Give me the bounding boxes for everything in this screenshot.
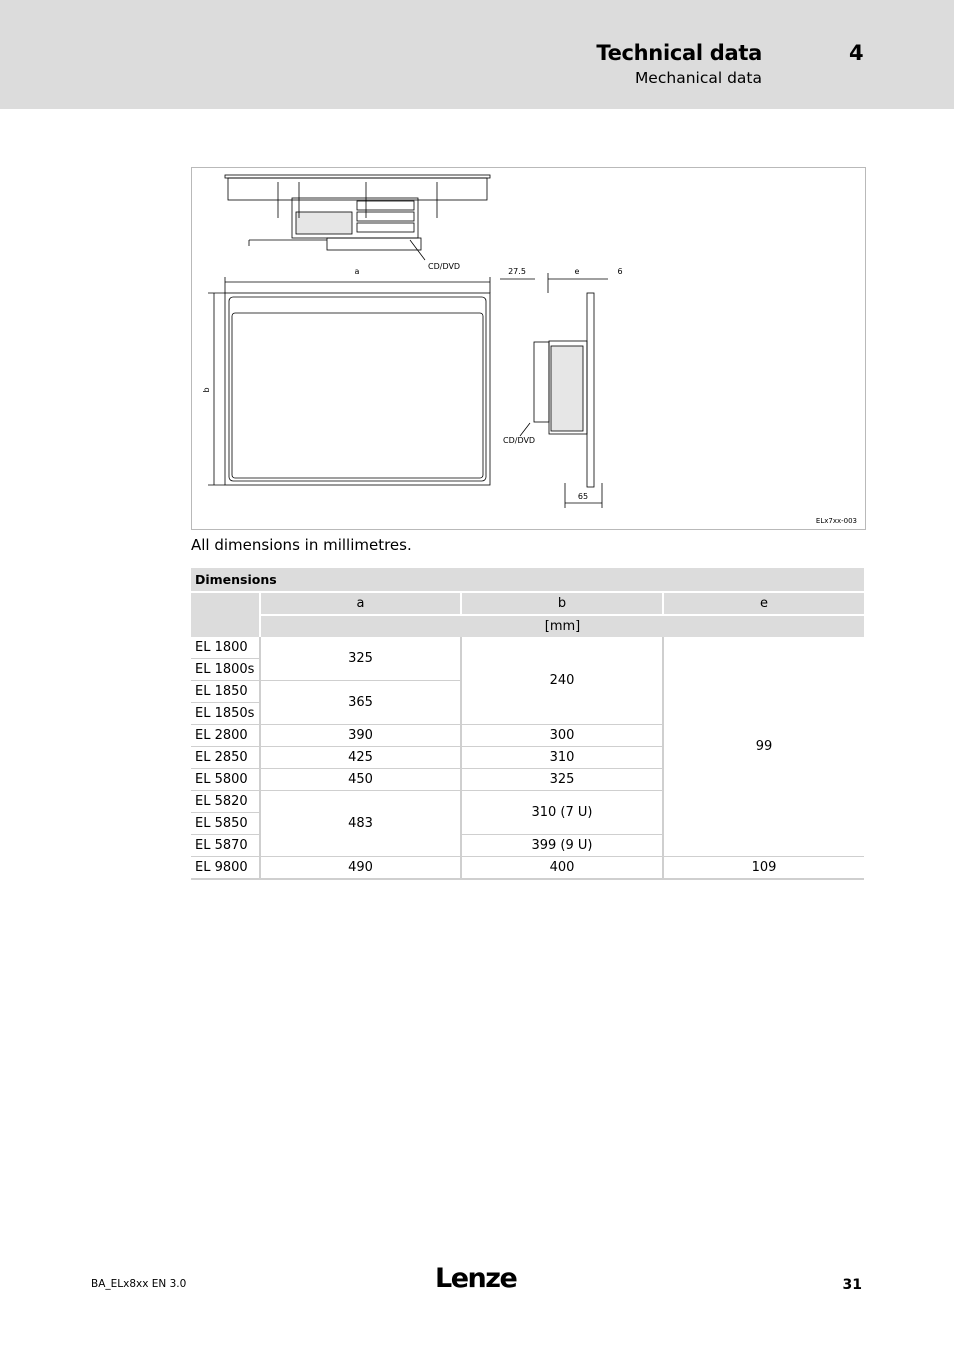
value-e: 109	[663, 857, 864, 880]
value-b: 310	[461, 747, 663, 769]
header-a: a	[260, 592, 461, 615]
value-b: 399 (9 U)	[461, 835, 663, 857]
value-b: 240	[461, 637, 663, 725]
chapter-number: 4	[849, 41, 864, 65]
model-cell: EL 2850	[191, 747, 260, 769]
drawing-svg	[192, 168, 865, 529]
dimensions-table	[191, 568, 864, 880]
value-a: 490	[260, 857, 461, 880]
section-subtitle: Mechanical data	[634, 69, 762, 87]
dim-6-label: 6	[617, 267, 623, 276]
document-id: BA_ELx8xx EN 3.0	[91, 1278, 187, 1290]
model-cell: EL 1850s	[191, 703, 260, 725]
dim-a-label: a	[354, 267, 360, 276]
drawing-reference: ELx7xx-003	[815, 517, 857, 525]
dim-27-label: 27.5	[508, 267, 526, 276]
section-title: Technical data	[596, 41, 762, 65]
dim-b-label: b	[202, 387, 211, 393]
dim-e-label: e	[574, 267, 580, 276]
figure-caption: All dimensions in millimetres.	[191, 536, 412, 554]
cd-dvd-side-label: CD/DVD	[503, 436, 536, 445]
value-e: 99	[663, 637, 864, 857]
model-cell: EL 5800	[191, 769, 260, 791]
model-cell: EL 1850	[191, 681, 260, 703]
cd-dvd-top-label: CD/DVD	[428, 262, 461, 271]
model-cell: EL 5820	[191, 791, 260, 813]
value-a: 450	[260, 769, 461, 791]
header-b: b	[461, 592, 663, 615]
value-a: 425	[260, 747, 461, 769]
model-cell: EL 9800	[191, 857, 260, 880]
table-title: Dimensions	[191, 568, 864, 592]
lenze-logo: Lenze	[435, 1263, 517, 1294]
model-cell: EL 2800	[191, 725, 260, 747]
header-unit: [mm]	[260, 615, 864, 637]
dim-65-label: 65	[577, 492, 589, 501]
value-a: 365	[260, 681, 461, 725]
value-b: 310 (7 U)	[461, 791, 663, 835]
value-a: 483	[260, 791, 461, 857]
value-a: 390	[260, 725, 461, 747]
model-cell: EL 1800	[191, 637, 260, 659]
header-model-cell	[191, 592, 260, 637]
model-cell: EL 5870	[191, 835, 260, 857]
dimension-drawing	[191, 167, 866, 530]
page-header	[0, 0, 954, 109]
model-cell: EL 1800s	[191, 659, 260, 681]
value-b: 400	[461, 857, 663, 880]
header-e: e	[663, 592, 864, 615]
page-number: 31	[842, 1277, 862, 1293]
value-b: 300	[461, 725, 663, 747]
value-b: 325	[461, 769, 663, 791]
model-cell: EL 5850	[191, 813, 260, 835]
value-a: 325	[260, 637, 461, 681]
